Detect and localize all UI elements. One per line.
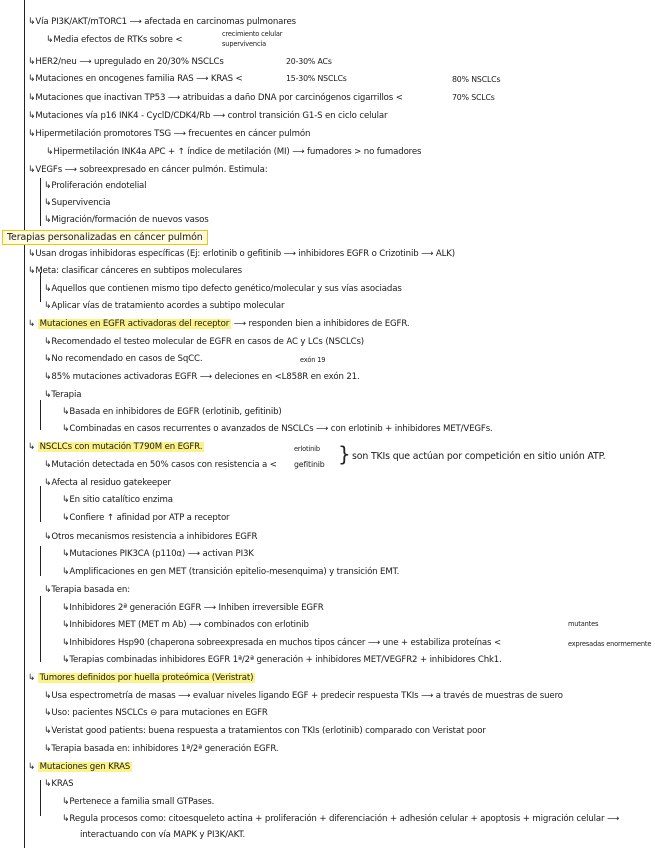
- note-line: ↳ Inhibidores 2ª generación EGFR ⟶ Inhiben irreversible EGFR: [62, 602, 324, 614]
- note-line: ↳ Mutaciones PIK3CA (p110α) ⟶ activan PI3K: [62, 548, 254, 560]
- sub-spine: [40, 486, 41, 522]
- note-text: Mutación detectada en 50% casos con resistencia a: [51, 460, 268, 470]
- note-branch: 80% NSCLCs: [452, 75, 501, 84]
- sub-spine: [40, 596, 41, 662]
- note-line: ↳ Terapias combinadas inhibidores EGFR 1ª/2ª generación + inhibidores MET/VEGFR2 + inhibidores Chk1.: [62, 654, 502, 666]
- note-text: Mutaciones en oncogenes familia RAS ⟶ KRAS: [35, 74, 233, 84]
- note-line: ↳ Proliferación endotelial: [44, 180, 146, 192]
- note-line: ↳ Supervivencia: [44, 197, 110, 209]
- note-line: ↳ Veristat good patients: buena respuesta a tratamientos con TKIs (erlotinib) comparado con Veristat poor: [44, 725, 486, 737]
- section-heading: Terapias personalizadas en cáncer pulmón: [2, 230, 208, 245]
- note-branch: supervivencia: [222, 40, 266, 48]
- note-line: ↳ Aplicar vías de tratamiento acordes a subtipo molecular: [44, 300, 284, 312]
- note-branch: 15-30% NSCLCs: [286, 74, 347, 83]
- note-text: Mutaciones que inactivan TP53 ⟶ atribuidas a daño DNA por carcinógenos cigarrillos: [35, 93, 394, 103]
- note-line: ↳ Amplificaciones en gen MET (transición epitelio-mesenquima) y transición EMT.: [62, 566, 399, 578]
- brace-icon: }: [338, 442, 351, 466]
- section-heading: Tumores definidos por huella proteómica (Veristrat): [39, 673, 254, 683]
- note-line: ↳ 85% mutaciones activadoras EGFR ⟶ deleciones en <L858R en exón 21.: [44, 371, 360, 383]
- section-heading: Mutaciones en EGFR activadoras del receptor: [39, 319, 230, 329]
- heading-rest: ⟶ responden bien a inhibidores de EGFR.: [233, 319, 410, 329]
- note-line: ↳ Terapia basada en:: [44, 584, 130, 596]
- section-heading-line: ↳ Mutaciones gen KRAS: [28, 762, 131, 772]
- note-line: ↳ Usan drogas inhibidoras específicas (Ej: erlotinib o gefitinib ⟶ inhibidores EGFR o Crizotinib ⟶ ALK): [28, 248, 455, 260]
- note-line: ↳ Meta: clasificar cánceres en subtipos moleculares: [28, 265, 242, 277]
- note-line: ↳ Combinadas en casos recurrentes o avanzados de NSCLCs ⟶ con erlotinib + inhibidores MET/VEGFs.: [62, 423, 493, 435]
- note-line: ↳ Recomendado el testeo molecular de EGFR en casos de AC y LCs (NSCLCs): [44, 336, 364, 348]
- sub-spine: [40, 546, 41, 576]
- note-branch: L858R en exón 21.: [281, 372, 360, 382]
- note-branch: erlotinib: [294, 445, 320, 453]
- note-branch: mutantes: [568, 620, 599, 628]
- note-line: ↳ Basada en inhibidores de EGFR (erlotinib, gefitinib): [62, 406, 282, 418]
- note-line: ↳ No recomendado en casos de SqCC.: [44, 353, 202, 365]
- note-branch: exón 19: [300, 356, 326, 364]
- note-line: ↳ Hipermetilación INK4a APC + ↑ índice de metilación (MI) ⟶ fumadores > no fumadores: [46, 146, 421, 158]
- sub-spine: [40, 400, 41, 430]
- note-line: ↳ Otros mecanismos resistencia a inhibidores EGFR: [44, 531, 257, 543]
- note-line: ↳ Regula procesos como: citoesqueleto actina + proliferación + diferenciación + adhesión celular + apoptosis + migración celular ⟶: [62, 813, 619, 825]
- outline-spine: [24, 0, 25, 848]
- note-text: 85% mutaciones activadoras EGFR ⟶ deleciones en: [51, 372, 273, 382]
- sub-spine: [40, 780, 41, 816]
- section-heading-line: ↳ Mutaciones en EGFR activadoras del receptor ⟶ responden bien a inhibidores de EGFR.: [28, 319, 410, 329]
- note-line: ↳ En sitio catalítico enzima: [62, 494, 173, 506]
- note-line: ↳ Mutación detectada en 50% casos con resistencia a <: [44, 459, 277, 471]
- note-line: ↳ Migración/formación de nuevos vasos: [44, 214, 209, 226]
- note-line: ↳ Terapia basada en: inhibidores 1ª/2ª generación EGFR.: [44, 743, 278, 755]
- note-line: ↳ Inhibidores Hsp90 (chaperona sobreexpresada en muchos tipos cáncer ⟶ une + estabiliza proteínas <: [62, 637, 501, 649]
- section-heading-line: ↳ Tumores definidos por huella proteómica (Veristrat): [28, 673, 254, 683]
- note-line: ↳ Mutaciones que inactivan TP53 ⟶ atribuidas a daño DNA por carcinógenos cigarrillos <: [28, 92, 403, 104]
- note-branch: gefitinib: [294, 460, 325, 469]
- note-branch: 20-30% ACs: [286, 57, 332, 66]
- note-line: ↳ VEGFs ⟶ sobreexpresado en cáncer pulmón. Estimula:: [28, 164, 267, 176]
- note-line: ↳ HER2/neu ⟶ upregulado en 20/30% NSCLCs: [28, 56, 224, 68]
- note-branch: crecimiento celular: [222, 30, 283, 38]
- note-line: ↳ Uso: pacientes NSCLCs ⊖ para mutaciones en EGFR: [44, 707, 268, 719]
- note-line: ↳ Confiere ↑ afinidad por ATP a receptor: [62, 512, 229, 524]
- note-line: ↳ KRAS: [44, 778, 73, 790]
- note-branch: 70% SCLCs: [452, 93, 495, 102]
- note-line: ↳ Aquellos que contienen mismo tipo defecto genético/molecular y sus vías asociadas: [44, 283, 402, 295]
- note-text: Inhibidores Hsp90 (chaperona sobreexpresada en muchos tipos cáncer ⟶ une + estabiliza proteínas: [69, 638, 492, 648]
- section-heading: Mutaciones gen KRAS: [39, 762, 131, 772]
- sub-spine: [40, 178, 41, 226]
- note-line: ↳ Afecta al residuo gatekeeper: [44, 477, 171, 489]
- note-line: ↳ Inhibidores MET (MET m Ab) ⟶ combinados con erlotinib: [62, 619, 309, 631]
- note-line: ↳ Terapia: [44, 389, 81, 401]
- note-line: ↳ Hipermetilación promotores TSG ⟶ frecuentes en cáncer pulmón: [28, 128, 310, 140]
- note-branch: expresadas enormemente: [568, 640, 652, 648]
- section-heading-line: ↳ NSCLCs con mutación T790M en EGFR.: [28, 442, 203, 452]
- note-text: Media efectos de RTKs sobre: [53, 35, 173, 45]
- note-line: ↳ Usa espectrometría de masas ⟶ evaluar niveles ligando EGF + predecir respuesta TKIs ⟶ a través de muestras de suero: [44, 690, 563, 702]
- note-annotation: son TKIs que actúan por competición en sitio unión ATP.: [352, 451, 606, 462]
- note-line: ↳ Vía PI3K/AKT/mTORC1 ⟶ afectada en carcinomas pulmonares: [28, 16, 296, 28]
- section-heading: NSCLCs con mutación T790M en EGFR.: [39, 442, 203, 452]
- note-line: interactuando con vía MAPK y PI3K/AKT.: [80, 830, 246, 840]
- note-line: ↳ Media efectos de RTKs sobre <: [46, 34, 182, 46]
- note-line: ↳ Mutaciones en oncogenes familia RAS ⟶ KRAS <: [28, 73, 243, 85]
- note-line: ↳ Mutaciones vía p16 INK4 - CyclD/CDK4/Rb ⟶ control transición G1-S en ciclo celular: [28, 110, 387, 122]
- note-line: ↳ Pertenece a familia small GTPases.: [62, 796, 214, 808]
